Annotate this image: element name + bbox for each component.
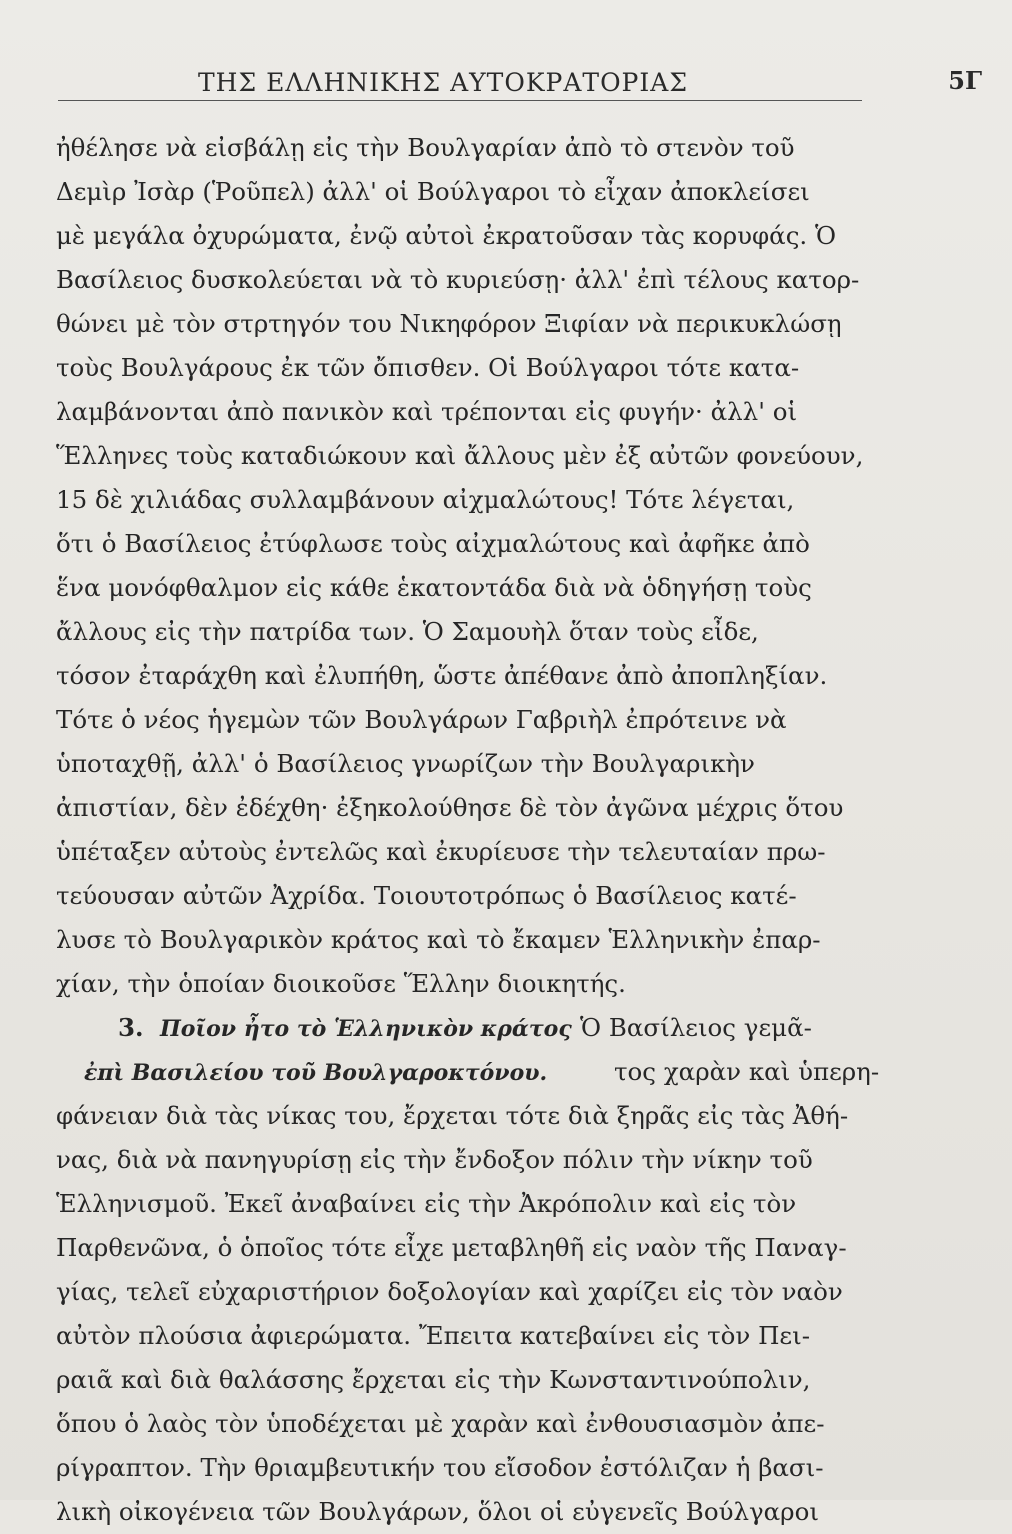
text-line: θώνει μὲ τὸν στρτηγόν του Νικηφόρον Ξιφίαν νὰ περικυκλώσῃ [56, 309, 842, 338]
text-line: γίας, τελεῖ εὐχαριστήριον δοξολογίαν καὶ χαρίζει εἰς τὸν ναὸν [56, 1277, 843, 1306]
text-line: ἀπιστίαν, δὲν ἐδέχθη· ἐξηκολούθησε δὲ τὸν ἀγῶνα μέχρις ὅτου [56, 793, 844, 822]
text-line: φάνειαν διὰ τὰς νίκας του, ἔρχεται τότε διὰ ξηρᾶς εἰς τὰς Ἀθή- [56, 1101, 849, 1130]
text-line: Ἑλληνισμοῦ. Ἐκεῖ ἀναβαίνει εἰς τὴν Ἀκρόπολιν καὶ εἰς τὸν [56, 1189, 797, 1218]
text-line: ρίγραπτον. Τὴν θριαμβευτικήν του εἴσοδον ἐστόλιζαν ἡ βασι- [56, 1453, 824, 1482]
section-number: 3. [118, 1013, 144, 1042]
text-line: Δεμὶρ Ἰσὰρ (Ῥοῦπελ) ἀλλ' οἱ Βούλγαροι τὸ εἶχαν ἀποκλείσει [56, 177, 810, 206]
running-title: ΤΗΣ ΕΛΛΗΝΙΚΗΣ ΑΥΤΟΚΡΑΤΟΡΙΑΣ [198, 68, 688, 97]
text-line: αὐτὸν πλούσια ἀφιερώματα. Ἔπειτα κατεβαίνει εἰς τὸν Πει- [56, 1321, 811, 1350]
text-line: λαμβάνονται ἀπὸ πανικὸν καὶ τρέπονται εἰς φυγήν· ἀλλ' οἱ [56, 397, 798, 426]
text-line: Ἕλληνες τοὺς καταδιώκουν καὶ ἄλλους μὲν ἐξ αὐτῶν φονεύουν, [56, 441, 864, 470]
text-line: ἄλλους εἰς τὴν πατρίδα των. Ὁ Σαμουὴλ ὅταν τοὺς εἶδε, [56, 617, 759, 646]
subheading-line-1 [56, 1006, 906, 1050]
running-header [58, 66, 982, 101]
text-line: λυσε τὸ Βουλγαρικὸν κράτος καὶ τὸ ἔκαμεν Ἑλληνικὴν ἐπαρ- [56, 925, 821, 954]
text-line: νας, διὰ νὰ πανηγυρίσῃ εἰς τὴν ἔνδοξον πόλιν τὴν νίκην τοῦ [56, 1145, 813, 1174]
text-line: λικὴ οἰκογένεια τῶν Βουλγάρων, ὅλοι οἱ εὐγενεῖς Βούλγαροι [56, 1497, 819, 1526]
section-label: Ποῖον ἦτο τὸ Ἑλληνικὸν κράτος [160, 1016, 572, 1042]
text-line: Τότε ὁ νέος ἡγεμὼν τῶν Βουλγάρων Γαβριὴλ ἐπρότεινε νὰ [56, 705, 787, 734]
text-line: τοὺς Βουλγάρους ἐκ τῶν ὄπισθεν. Οἱ Βούλγαροι τότε κατα- [56, 353, 800, 382]
text-line: χίαν, τὴν ὁποίαν διοικοῦσε Ἕλλην διοικητής. [56, 969, 626, 998]
text-line: ὅπου ὁ λαὸς τὸν ὑποδέχεται μὲ χαρὰν καὶ ἐνθουσιασμὸν ἀπε- [56, 1409, 825, 1438]
text-line: Παρθενῶνα, ὁ ὁποῖος τότε εἶχε μεταβληθῆ εἰς ναὸν τῆς Παναγ- [56, 1233, 847, 1262]
text-line: Βασίλειος δυσκολεύεται νὰ τὸ κυριεύσῃ· ἀλλ' ἐπὶ τέλους κατορ- [56, 265, 860, 294]
text-line: τόσον ἐταράχθη καὶ ἐλυπήθη, ὥστε ἀπέθανε ἀπὸ ἀποπληξίαν. [56, 661, 828, 690]
text-line: ὅτι ὁ Βασίλειος ἐτύφλωσε τοὺς αἰχμαλώτους καὶ ἀφῆκε ἀπὸ [56, 529, 810, 558]
text-line: ραιᾶ καὶ διὰ θαλάσσης ἔρχεται εἰς τὴν Κωνσταντινούπολιν, [56, 1365, 811, 1394]
text-line: ἕνα μονόφθαλμον εἰς κάθε ἑκατοντάδα διὰ νὰ ὁδηγήσῃ τοὺς [56, 573, 812, 602]
text-line: ὑπέταξεν αὐτοὺς ἐντελῶς καὶ ἐκυρίευσε τὴν τελευταίαν πρω- [56, 837, 826, 866]
text-line: ἠθέλησε νὰ εἰσβάλῃ εἰς τὴν Βουλγαρίαν ἀπὸ τὸ στενὸν τοῦ [56, 133, 795, 162]
text-line: τεύουσαν αὐτῶν Ἀχρίδα. Τοιουτοτρόπως ὁ Βασίλειος κατέ- [56, 881, 797, 910]
page-number: 5Γ [948, 66, 982, 95]
text-line: μὲ μεγάλα ὀχυρώματα, ἐνῷ αὐτοὶ ἐκρατοῦσαν τὰς κορυφάς. Ὁ [56, 221, 837, 250]
text-line: ὑποταχθῇ, ἀλλ' ὁ Βασίλειος γνωρίζων τὴν Βουλγαρικὴν [56, 749, 755, 778]
text-line: 15 δὲ χιλιάδας συλλαμβάνουν αἰχμαλώτους! Τότε λέγεται, [56, 485, 795, 514]
section-text: Ὁ Βασίλειος γεμᾶ- [580, 1013, 812, 1042]
body-text [56, 126, 906, 1534]
subheading-line-2 [56, 1050, 906, 1094]
section-text: τος χαρὰν καὶ ὑπερη- [614, 1057, 880, 1086]
section-label: ἐπὶ Βασιλείου τοῦ Βουλγαροκτόνου. [84, 1060, 548, 1086]
